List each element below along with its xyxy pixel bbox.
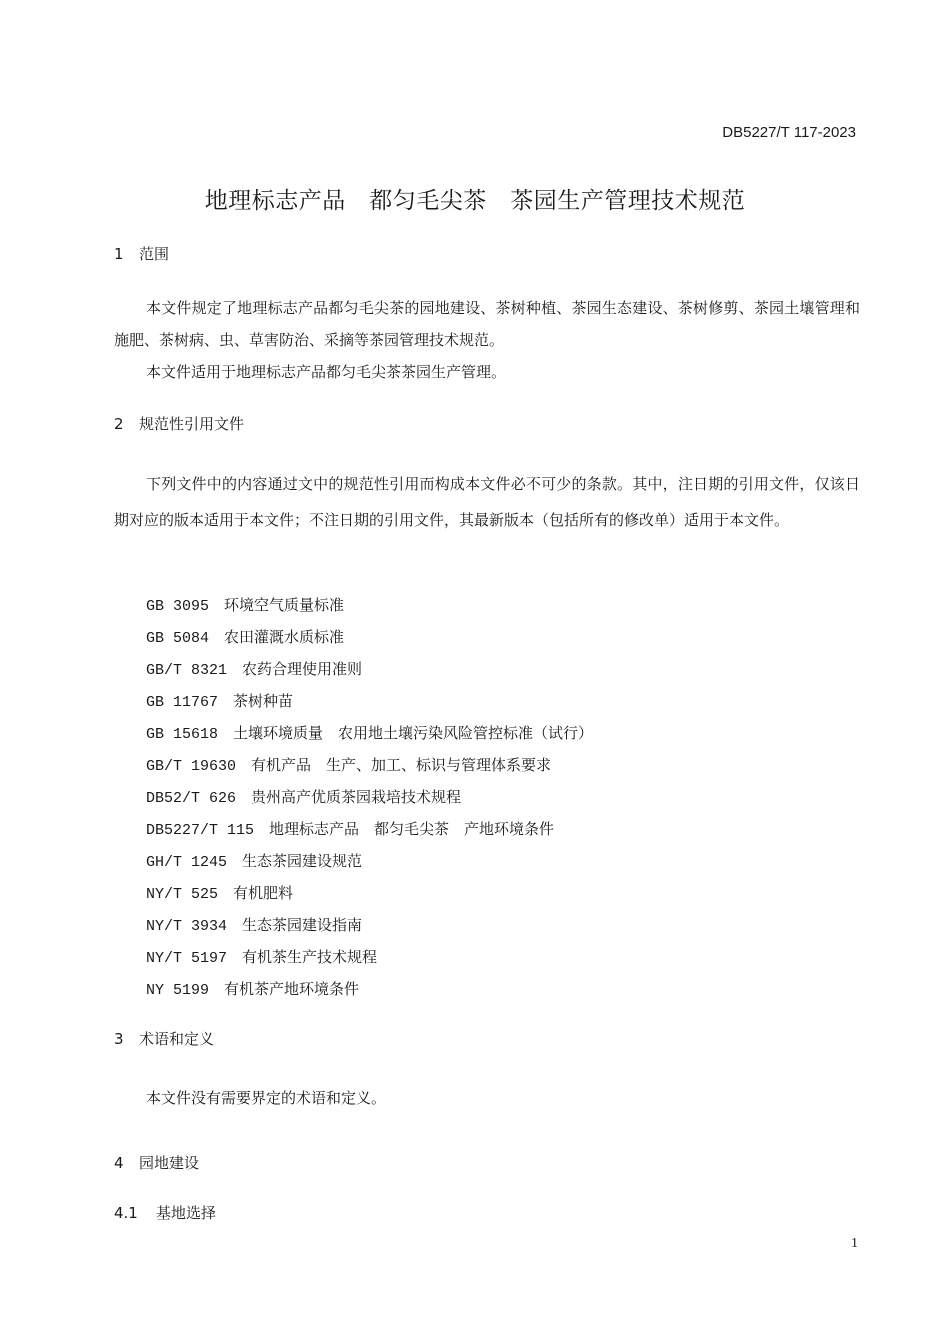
reference-code: GB 15618 — [146, 726, 219, 743]
reference-code: NY/T 525 — [146, 886, 219, 903]
reference-item — [146, 594, 344, 615]
section-title: 术语和定义 — [139, 1030, 215, 1048]
reference-code: DB5227/T 115 — [146, 822, 255, 839]
section-number: 4 — [114, 1154, 124, 1172]
reference-name: 农药合理使用准则 — [242, 660, 363, 678]
section-2-heading — [114, 413, 244, 434]
document-title: 地理标志产品 都匀毛尖茶 茶园生产管理技术规范 — [204, 188, 746, 214]
reference-name: 有机茶生产技术规程 — [242, 948, 378, 966]
reference-name: 地理标志产品 都匀毛尖茶 产地环境条件 — [269, 820, 555, 838]
section-title: 范围 — [139, 245, 170, 263]
reference-code: NY/T 3934 — [146, 918, 228, 935]
reference-code: GB 3095 — [146, 598, 210, 615]
section-number: 1 — [114, 245, 124, 263]
section-1-heading — [114, 243, 169, 264]
scope-applicability-paragraph: 本文件适用于地理标志产品都匀毛尖茶茶园生产管理。 — [146, 363, 507, 381]
reference-code: GH/T 1245 — [146, 854, 228, 871]
section-title: 园地建设 — [139, 1154, 200, 1172]
section-title: 规范性引用文件 — [139, 415, 245, 433]
reference-name: 有机肥料 — [233, 884, 294, 902]
reference-name: 生态茶园建设规范 — [242, 852, 363, 870]
reference-name: 茶树种苗 — [233, 692, 294, 710]
reference-item — [146, 818, 554, 839]
terms-paragraph: 本文件没有需要界定的术语和定义。 — [146, 1089, 387, 1107]
reference-name: 有机产品 生产、加工、标识与管理体系要求 — [251, 756, 552, 774]
section-number: 4.1 — [114, 1204, 138, 1222]
reference-item — [146, 946, 377, 967]
normative-references-paragraph: 下列文件中的内容通过文中的规范性引用而构成本文件必不可少的条款。其中，注日期的引用文件，仅该日期对应的版本适用于本文件；不注日期的引用文件，其最新版本（包括所有的修改单）适用于本文件。 — [114, 475, 860, 529]
reference-item — [146, 978, 359, 999]
reference-item — [146, 722, 593, 743]
reference-code: GB/T 19630 — [146, 758, 237, 775]
section-4-1-heading — [114, 1202, 216, 1223]
reference-item — [146, 850, 362, 871]
document-number: DB5227/T 117-2023 — [722, 124, 856, 141]
reference-item — [146, 626, 344, 647]
section-4-heading — [114, 1152, 199, 1173]
reference-item — [146, 786, 461, 807]
reference-name: 有机茶产地环境条件 — [224, 980, 360, 998]
reference-code: NY 5199 — [146, 982, 210, 999]
reference-code: GB 5084 — [146, 630, 210, 647]
reference-item — [146, 754, 551, 775]
reference-code: GB 11767 — [146, 694, 219, 711]
reference-item — [146, 914, 362, 935]
reference-name: 贵州高产优质茶园栽培技术规程 — [251, 788, 462, 806]
reference-item — [146, 658, 362, 679]
section-number: 2 — [114, 415, 124, 433]
reference-code: NY/T 5197 — [146, 950, 228, 967]
reference-item — [146, 690, 293, 711]
page-number: 1 — [851, 1236, 858, 1251]
scope-paragraph: 本文件规定了地理标志产品都匀毛尖茶的园地建设、茶树种植、茶园生态建设、茶树修剪、茶园土壤管理和施肥、茶树病、虫、草害防治、采摘等茶园管理技术规范。 — [114, 299, 860, 349]
section-3-heading — [114, 1028, 214, 1049]
section-title: 基地选择 — [156, 1204, 217, 1222]
reference-code: DB52/T 626 — [146, 790, 237, 807]
reference-name: 农田灌溉水质标准 — [224, 628, 345, 646]
reference-name: 土壤环境质量 农用地土壤污染风险管控标准（试行） — [233, 724, 594, 742]
reference-code: GB/T 8321 — [146, 662, 228, 679]
reference-name: 环境空气质量标准 — [224, 596, 345, 614]
section-number: 3 — [114, 1030, 124, 1048]
reference-name: 生态茶园建设指南 — [242, 916, 363, 934]
reference-item — [146, 882, 293, 903]
